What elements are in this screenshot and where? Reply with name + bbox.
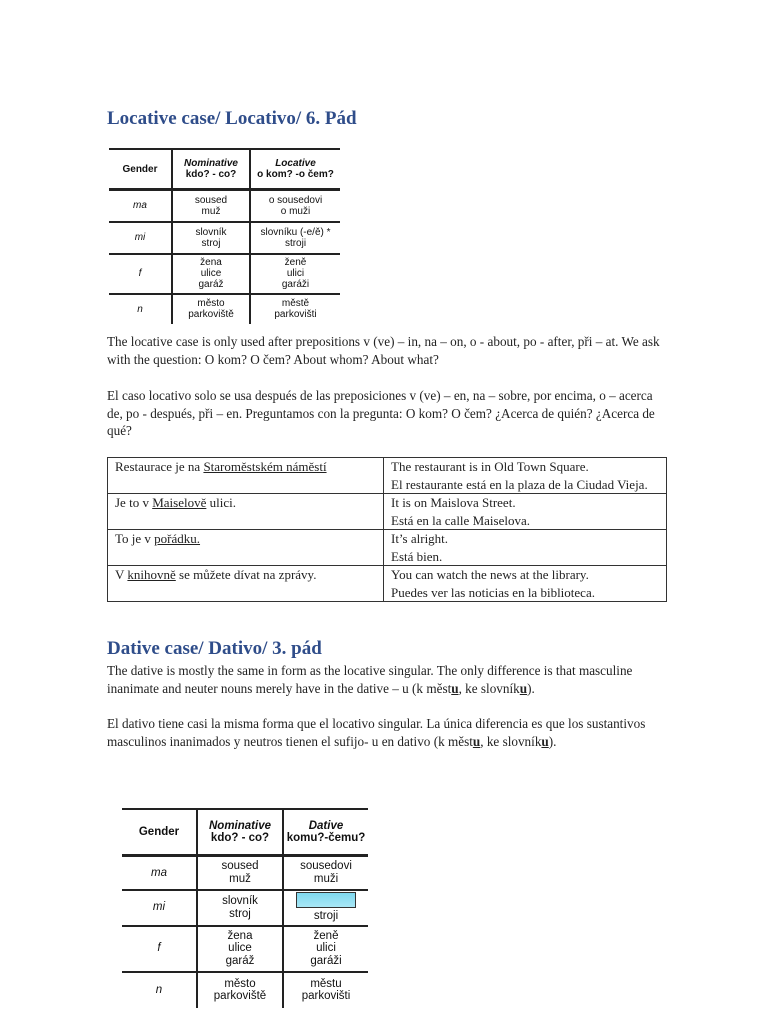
translation-cell: You can watch the news at the library. Puedes ver las noticias en la biblioteca.: [384, 566, 667, 602]
table-row: [109, 222, 340, 254]
dative-paragraph-en: The dative is mostly the same in form as the locative singular. The only difference is that masculine inanimate and neuter nouns merely have in the dative – u (k městu, ke slovníku).: [107, 663, 633, 696]
nominative-cell: město parkoviště: [197, 972, 283, 1008]
header-gender: Gender: [122, 809, 197, 856]
nominative-cell: město parkoviště: [172, 294, 250, 324]
case-cell: stroji: [283, 890, 368, 926]
header-nominative: Nominative kdo? - co?: [172, 149, 250, 190]
table-row: [108, 530, 667, 566]
nominative-cell: žena ulice garáž: [172, 254, 250, 294]
nominative-cell: soused muž: [197, 856, 283, 890]
nominative-cell: slovník stroj: [172, 222, 250, 254]
nominative-cell: soused muž: [172, 190, 250, 222]
gender-cell: f: [109, 254, 172, 294]
table-row: [109, 254, 340, 294]
table-row: [108, 458, 667, 494]
locative-paragraph-en: The locative case is only used after prepositions v (ve) – in, na – on, o - about, po - after, při – at. We ask with the question: O kom? O čem? About whom? About what?: [107, 334, 660, 367]
gender-cell: mi: [122, 890, 197, 926]
table-header-row: [109, 149, 340, 190]
highlight-mark: [296, 892, 356, 908]
translation-cell: The restaurant is in Old Town Square. El restaurante está en la plaza de la Ciudad Vieja.: [384, 458, 667, 494]
gender-cell: n: [122, 972, 197, 1008]
table-row: [108, 566, 667, 602]
locative-heading: Locative case/ Locativo/ 6. Pád: [107, 108, 357, 129]
gender-cell: f: [122, 926, 197, 972]
gender-cell: mi: [109, 222, 172, 254]
header-dative: Dative komu?-čemu?: [286, 819, 366, 844]
dative-table: [122, 808, 368, 1008]
case-cell: ženě ulici garáži: [310, 929, 342, 967]
case-cell: městu parkovišti: [301, 977, 351, 1002]
phrase-table: [107, 457, 667, 602]
translation-cell: It is on Maislova Street. Está en la calle Maiselova.: [384, 494, 667, 530]
czech-cell: Je to v Maiselově ulici.: [108, 494, 384, 530]
dative-paragraph-es: El dativo tiene casi la misma forma que el locativo singular. La única diferencia es que los sustantivos masculinos inanimados y neutros tienen el sufijo- u en dativo (k městu, ke slovníku).: [107, 716, 646, 749]
case-cell: městě parkovišti: [274, 298, 317, 320]
table-row: [109, 190, 340, 222]
header-locative: Locative o kom? -o čem?: [257, 158, 334, 180]
locative-paragraph-es: El caso locativo solo se usa después de las preposiciones v (ve) – en, na – sobre, por encima, o – acerca de, po - después, při – en. Preguntamos con la pregunta: O kom? O čem? ¿Acerca de quién? ¿Acerca de qué?: [107, 388, 655, 439]
czech-cell: V knihovně se můžete dívat na zprávy.: [108, 566, 384, 602]
case-cell: sousedovi muži: [300, 860, 352, 885]
table-row: [109, 294, 340, 324]
nominative-cell: žena ulice garáž: [197, 926, 283, 972]
translation-cell: It’s alright. Está bien.: [384, 530, 667, 566]
gender-cell: ma: [109, 190, 172, 222]
header-nominative: Nominative kdo? - co?: [197, 809, 283, 856]
table-row: [122, 856, 368, 890]
dative-heading: Dative case/ Dativo/ 3. pád: [107, 638, 322, 659]
table-row: [122, 926, 368, 972]
case-cell: ženě ulici garáži: [281, 257, 310, 290]
table-header-row: [122, 809, 368, 856]
header-gender: Gender: [109, 149, 172, 190]
case-cell: o sousedovi o muži: [268, 194, 323, 217]
table-row: [108, 494, 667, 530]
table-row: [122, 972, 368, 1008]
locative-table: [109, 148, 340, 324]
table-row: [122, 890, 368, 926]
case-cell: slovníku (-e/ě) * stroji: [260, 226, 331, 249]
nominative-cell: slovník stroj: [197, 890, 283, 926]
gender-cell: n: [109, 294, 172, 324]
czech-cell: Restaurace je na Staroměstském náměstí: [108, 458, 384, 494]
gender-cell: ma: [122, 856, 197, 890]
czech-cell: To je v pořádku.: [108, 530, 384, 566]
